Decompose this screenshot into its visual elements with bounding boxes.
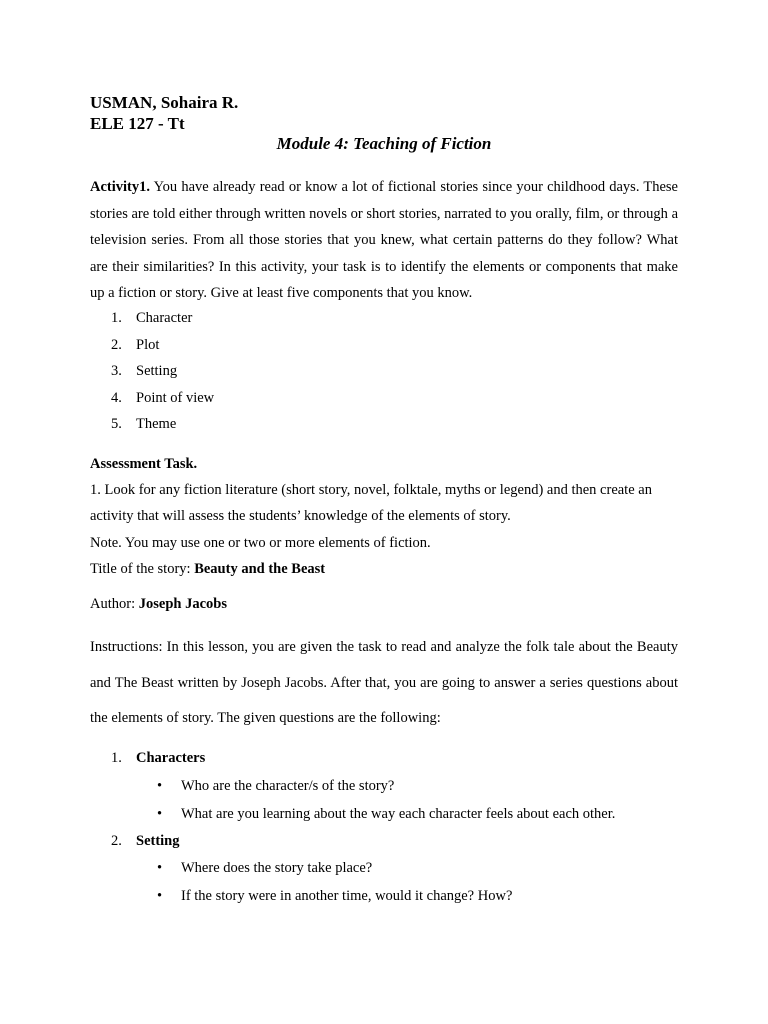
bullet-icon: • [157, 888, 163, 904]
author-name: Joseph Jacobs [138, 596, 227, 612]
list-item-number: 2. [111, 337, 122, 353]
list-item-number: 3. [111, 363, 122, 379]
question-bullet [157, 806, 615, 823]
question-text: What are you learning about the way each character feels about each other. [181, 806, 616, 822]
list-item-label: Setting [136, 363, 178, 379]
bullet-icon: • [157, 806, 163, 822]
question-bullet [157, 860, 372, 877]
instructions-paragraph: Instructions: In this lesson, you are given the task to read and analyze the folk tale about the Beauty and The Beast written by Joseph Jacobs. After that, you are going to answer a series questions about the elements of story. The given questions are the following: [90, 639, 678, 726]
list-item-number: 4. [111, 390, 122, 406]
question-bullet [157, 778, 394, 795]
question-heading [111, 833, 180, 850]
question-number: 1. [111, 750, 122, 766]
question-bullet [157, 888, 512, 905]
module-title: Module 4: Teaching of Fiction [276, 134, 492, 153]
list-item [111, 390, 214, 407]
author-line [90, 596, 227, 613]
list-item-label: Character [136, 310, 193, 326]
author-label: Author: [90, 596, 139, 612]
list-item [111, 310, 192, 327]
activity-text: You have already read or know a lot of fictional stories since your childhood days. These stories are told either through written novels or short stories, narrated to you orally, film, or through a television series. From all those stories that you knew, what certain patterns do they follow? What are their similarities? In this activity, your task is to identify the elements or components that make up a fiction or story. Give at least five components that you know. [90, 179, 678, 302]
story-title-line [90, 561, 325, 578]
course-code: ELE 127 - Tt [90, 114, 185, 133]
list-item-number: 5. [111, 416, 122, 432]
assessment-note: Note. You may use one or two or more elements of fiction. [90, 535, 431, 551]
question-text: If the story were in another time, would it change? How? [181, 888, 513, 904]
list-item-label: Point of view [136, 390, 215, 406]
student-name: USMAN, Sohaira R. [90, 93, 239, 112]
activity-paragraph [90, 174, 678, 307]
list-item [111, 416, 176, 433]
assessment-line-2: activity that will assess the students’ knowledge of the elements of story. [90, 508, 511, 524]
question-heading [111, 750, 205, 767]
question-number: 2. [111, 833, 122, 849]
story-title-label: Title of the story: [90, 561, 195, 577]
list-item [111, 363, 177, 380]
story-title: Beauty and the Beast [194, 561, 326, 577]
question-text: Where does the story take place? [181, 860, 373, 876]
bullet-icon: • [157, 860, 163, 876]
list-item-label: Plot [136, 337, 160, 353]
list-item-number: 1. [111, 310, 122, 326]
question-title: Characters [136, 750, 206, 766]
assessment-heading: Assessment Task. [90, 456, 198, 472]
list-item [111, 337, 159, 354]
activity-label: Activity1. [90, 179, 150, 195]
assessment-line-1: 1. Look for any fiction literature (short story, novel, folktale, myths or legend) and then create an [90, 482, 652, 498]
bullet-icon: • [157, 778, 163, 794]
question-text: Who are the character/s of the story? [181, 778, 395, 794]
question-title: Setting [136, 833, 180, 849]
list-item-label: Theme [136, 416, 177, 432]
